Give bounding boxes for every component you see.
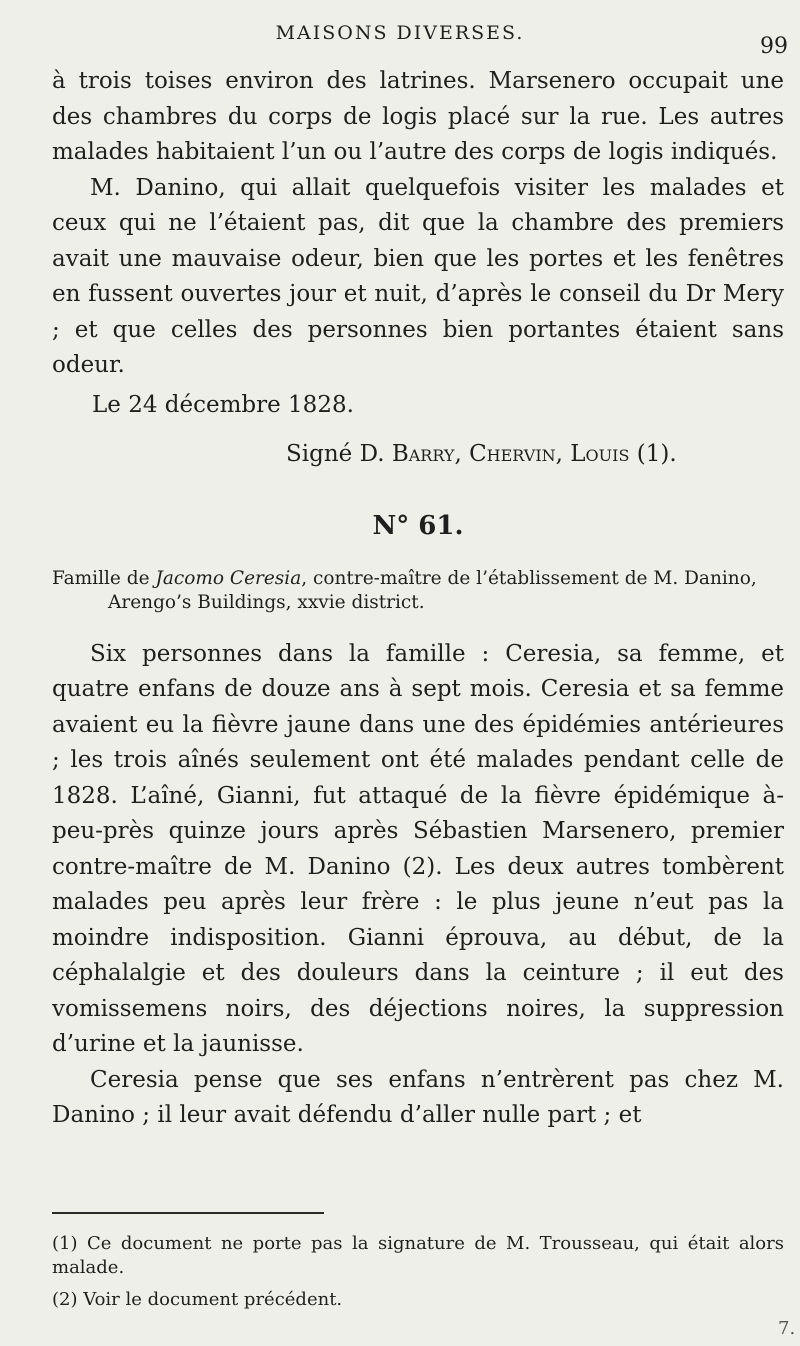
page-number: 99 xyxy=(760,34,788,59)
running-head: MAISONS DIVERSES. xyxy=(275,22,525,44)
date-line: Le 24 décembre 1828. xyxy=(92,391,354,418)
footnote-1: (1) Ce document ne porte pas la signature de M. Trousseau, qui était alors malade. xyxy=(52,1233,784,1278)
footnote-2: (2) Voir le document précédent. xyxy=(52,1289,343,1310)
main-text xyxy=(52,64,784,1134)
footnotes xyxy=(52,1232,784,1312)
footnote-rule xyxy=(52,1212,324,1214)
signature-prefix: Signé D. xyxy=(286,441,392,467)
paragraph-3: Six personnes dans la famille : Ceresia, sa femme, et quatre enfans de douze ans à sept mois. Ceresia et sa femme avaient eu la fièvre jaune dans une des épidémies antérieures ; les trois aînés seulement ont été malades pendant celle de 1828. L’aîné, Gianni, fut attaqué de la fièvre épidémique à-peu-près quinze jours après Sébastien Marsenero, premier contre-maître de M. Danino (2). Les deux autres tombèrent malades peu après leur frère : le plus jeune n’eut pas la moindre indisposition. Gianni éprouva, au début, de la céphalalgie et des douleurs dans la ceinture ; il eut des vomissemens noirs, des déjections noires, la suppression d’urine et la jaunisse. xyxy=(52,640,784,1057)
signature-line xyxy=(286,437,784,473)
signature-mark: 7. xyxy=(778,1318,796,1339)
family-rest: , contre-maître de l’établissement de M. Danino, Arengo’s Buildings, xxvie district. xyxy=(108,567,757,613)
paragraph-2: M. Danino, qui allait quelquefois visiter les malades et ceux qui ne l’étaient pas, dit que la chambre des premiers avait une mauvaise odeur, bien que les portes et les fenêtres en fussent ouvertes jour et nuit, d’après le conseil du Dr Mery ; et que celles des personnes bien portantes étaient sans odeur. xyxy=(52,174,784,378)
paragraph-4: Ceresia pense que ses enfans n’entrèrent pas chez M. Danino ; il leur avait défendu d’aller nulle part ; et xyxy=(52,1066,784,1128)
family-name: Jacomo Ceresia xyxy=(155,567,302,589)
signature-note-ref: (1). xyxy=(629,441,677,467)
paragraph-1: à trois toises environ des latrines. Marsenero occupait une des chambres du corps de logis placé sur la rue. Les autres malades habitaient l’un ou l’autre des corps de logis indiqués. xyxy=(52,68,784,165)
family-header xyxy=(52,567,784,615)
signature-names: Barry, Chervin, Louis xyxy=(391,441,630,467)
section-heading: N° 61. xyxy=(372,510,464,541)
family-prefix: Famille de xyxy=(52,567,156,589)
